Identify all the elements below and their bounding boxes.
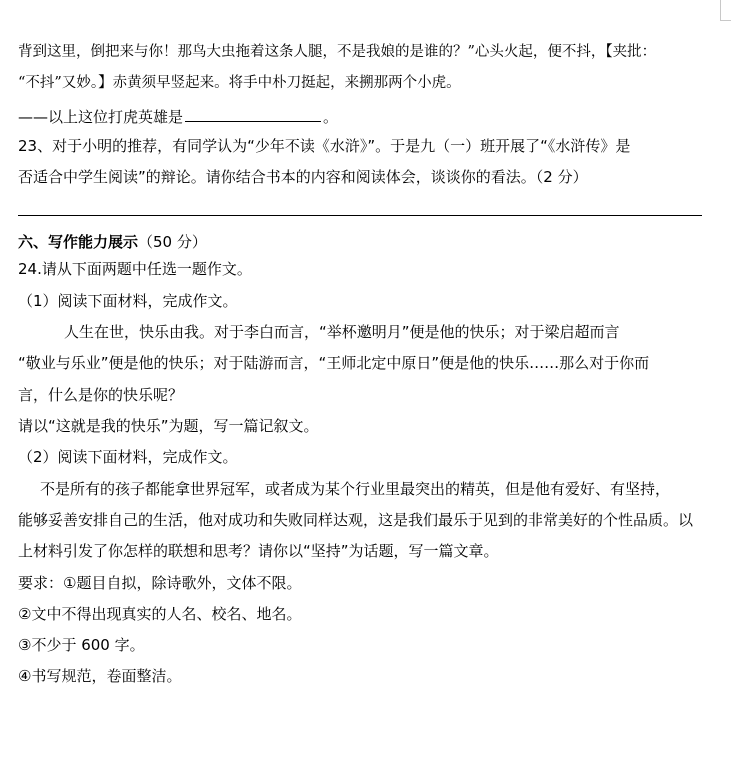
option-1-heading: （1）阅读下面材料，完成作文。 bbox=[18, 292, 238, 310]
requirement-4: ④书写规范，卷面整洁。 bbox=[18, 667, 182, 685]
question-23-line-1: 23、对于小明的推荐，有同学认为“少年不读《水浒》”。于是九（一）班开展了“《水浒传》是 bbox=[18, 137, 631, 155]
page-corner-mark bbox=[720, 0, 731, 21]
section-6-score: （50 分） bbox=[138, 233, 207, 251]
option-1-material-line-1: 人生在世，快乐由我。对于李白而言，“举杯邀明月”便是他的快乐；对于梁启超而言 bbox=[64, 323, 620, 341]
hero-question-suffix: 。 bbox=[323, 108, 339, 126]
answer-line bbox=[18, 215, 702, 216]
option-1-task: 请以“这就是我的快乐”为题，写一篇记叙文。 bbox=[18, 417, 319, 435]
requirement-3: ③不少于 600 字。 bbox=[18, 636, 145, 654]
requirement-1: 要求：①题目自拟，除诗歌外，文体不限。 bbox=[18, 574, 302, 592]
option-2-heading: （2）阅读下面材料，完成作文。 bbox=[18, 448, 238, 466]
excerpt-line-2: “不抖”又妙。】赤黄须早竖起来。将手中朴刀挺起，来搠那两个小虎。 bbox=[18, 75, 461, 91]
option-1-material-line-3: 言，什么是你的快乐呢？ bbox=[18, 386, 184, 404]
section-6-heading bbox=[18, 232, 207, 252]
option-1-material-line-2: “敬业与乐业”便是他的快乐；对于陆游而言，“王师北定中原日”便是他的快乐……那么对于你而 bbox=[18, 354, 650, 372]
question-23-line-2: 否适合中学生阅读”的辩论。请你结合书本的内容和阅读体会，谈谈你的看法。（2 分） bbox=[18, 168, 588, 186]
option-2-material-line-3: 上材料引发了你怎样的联想和思考？请你以“坚持”为话题，写一篇文章。 bbox=[18, 542, 499, 560]
option-2-material-line-2: 能够妥善安排自己的生活，他对成功和失败同样达观，这是我们最乐于见到的非常美好的个性品质。以 bbox=[18, 511, 694, 529]
hero-question bbox=[18, 106, 338, 127]
excerpt-line-1: 背到这里，倒把来与你！那鸟大虫拖着这条人腿，不是我娘的是谁的？”心头火起，便不抖，【夹批： bbox=[18, 44, 657, 60]
answer-blank[interactable] bbox=[185, 106, 321, 122]
hero-question-prefix: ——以上这位打虎英雄是 bbox=[18, 108, 184, 126]
question-24-intro: 24.请从下面两题中任选一题作文。 bbox=[18, 260, 252, 278]
option-2-material-line-1: 不是所有的孩子都能拿世界冠军，或者成为某个行业里最突出的精英，但是他有爱好、有坚持， bbox=[40, 480, 671, 498]
section-6-title: 六、写作能力展示 bbox=[18, 233, 139, 251]
requirement-2: ②文中不得出现真实的人名、校名、地名。 bbox=[18, 605, 302, 623]
